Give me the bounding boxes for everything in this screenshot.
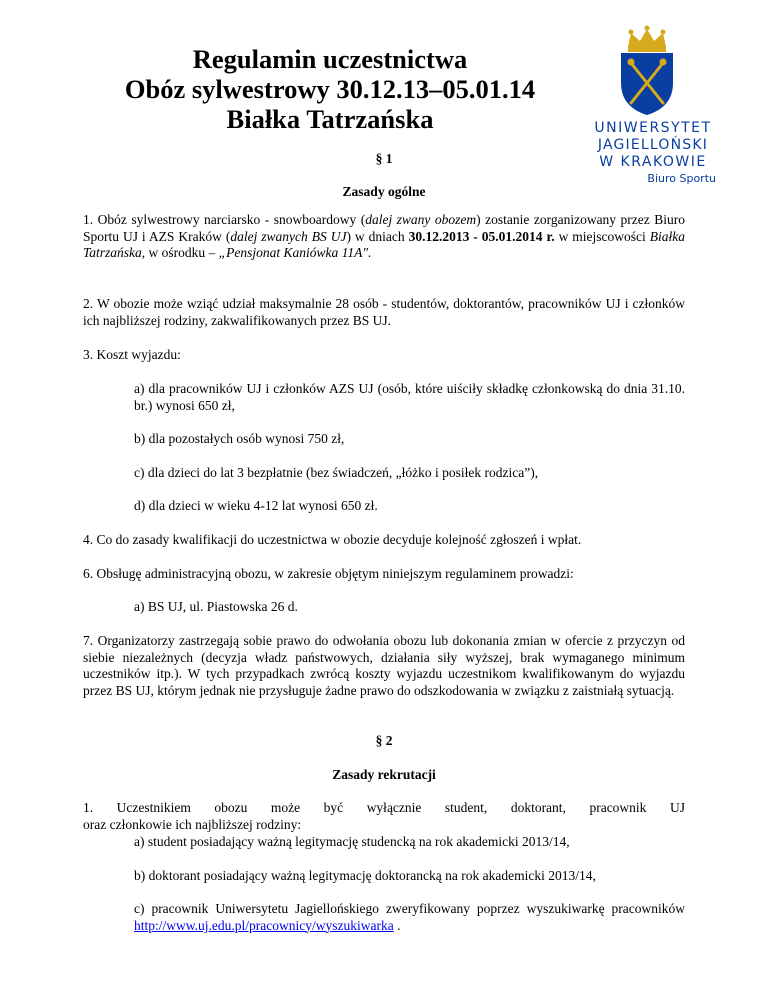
p1-text-c: ) zostanie zorganizowany przez Biuro Sportu UJ i AZS Kraków ( — [83, 212, 685, 244]
s1-paragraph-4: 4. Co do zasady kwalifikacji do uczestnictwa w obozie decyduje kolejność zgłoszeń i wpłat. — [83, 532, 582, 547]
p1-text-g: w miejscowości — [554, 228, 650, 244]
p1-text-i: , w ośrodku – — [141, 245, 219, 261]
s2-paragraph-1-line-2: oraz członkowie ich najbliższej rodziny: — [83, 816, 302, 832]
p1-dates: 30.12.2013 - 05.01.2014 r. — [408, 228, 555, 244]
word: doktorant, — [510, 800, 566, 815]
logo-line-1: UNIWERSYTET — [594, 120, 712, 136]
word: być — [323, 800, 344, 815]
logo-line-4: Biuro Sportu — [647, 172, 716, 185]
section-2-heading: Zasady rekrutacji — [332, 767, 436, 782]
recruit-item-c — [134, 901, 685, 934]
recruit-item-c-end: . — [393, 917, 401, 933]
s2-paragraph-1 — [83, 800, 685, 833]
title-line-3: Białka Tatrzańska — [226, 104, 434, 134]
recruit-item-c-text: c) pracownik Uniwersytetu Jagiellońskiego zweryfikowany poprzez wyszukiwarkę pracowników — [134, 901, 685, 916]
crown-icon — [628, 26, 666, 53]
recruit-item-b: b) doktorant posiadający ważną legitymację doktorancką na rok akademicki 2013/14, — [134, 868, 596, 883]
s2-paragraph-1-line-1 — [83, 800, 685, 817]
logo-line-3: W KRAKOWIE — [599, 154, 707, 170]
cost-item-b: b) dla pozostałych osób wynosi 750 zł, — [134, 431, 345, 446]
document-title — [80, 44, 580, 134]
section-1-sign: § 1 — [375, 151, 393, 166]
s1-paragraph-3: 3. Koszt wyjazdu: — [83, 347, 181, 362]
cost-item-d: d) dla dzieci w wieku 4-12 lat wynosi 650 zł. — [134, 498, 378, 513]
title-line-1: Regulamin uczestnictwa — [192, 44, 468, 74]
title-line-2: Obóz sylwestrowy 30.12.13–05.01.14 — [124, 74, 536, 104]
section-2-sign: § 2 — [375, 733, 393, 748]
s1-paragraph-2: 2. W obozie może wziąć udział maksymalnie 28 osób - studentów, doktorantów, pracowników UJ i członków ich najbliższej rodziny, zakwalifikowanych przez BS UJ. — [83, 296, 685, 328]
s1-paragraph-1 — [83, 212, 685, 262]
employee-search-link[interactable]: http://www.uj.edu.pl/pracownicy/wyszukiwarka — [134, 917, 394, 933]
s1-paragraph-7: 7. Organizatorzy zastrzegają sobie prawo do odwołania obozu lub dokonania zmian w ofercie z przyczyn od siebie niezależnych (decyzja władz państwowych, działania siły wyższej, brak wymaganego minimum uczestników itp.). W tych przypadkach zwrócą koszty wyjazdu uczestnikom kwalifikowanym do wyjazdu przez BS UJ, którym jednak nie przysługuje żadne prawo do odszkodowania w związku z zaistniałą sytuacją. — [83, 633, 685, 698]
word: może — [270, 800, 301, 815]
word: student, — [444, 800, 488, 815]
logo-line-2: JAGIELLOŃSKI — [597, 137, 709, 153]
word: Uczestnikiem — [116, 800, 191, 815]
cost-item-c: c) dla dzieci do lat 3 bezpłatnie (bez świadczeń, „łóżko i posiłek rodzica”), — [134, 465, 539, 480]
p1-text-e: ) w dniach — [346, 228, 409, 244]
p1-term-bsuj: dalej zwanych BS UJ — [230, 228, 347, 244]
recruit-item-a: a) student posiadający ważną legitymację studencką na rok akademicki 2013/14, — [134, 834, 570, 849]
word: 1. — [83, 800, 94, 815]
shield-icon — [621, 53, 673, 115]
p1-location: Białka Tatrzańska — [83, 228, 685, 261]
section-1-heading: Zasady ogólne — [342, 184, 426, 199]
p1-term-obozem: dalej zwany obozem — [365, 212, 477, 227]
word: pracownik — [589, 800, 647, 815]
word: obozu — [214, 800, 248, 815]
admin-item-a: a) BS UJ, ul. Piastowska 26 d. — [134, 599, 298, 614]
s1-paragraph-6: 6. Obsługę administracyjną obozu, w zakresie objętym niniejszym regulaminem prowadzi: — [83, 566, 574, 581]
p1-text-a: 1. Obóz sylwestrowy narciarsko - snowboardowy ( — [83, 212, 366, 227]
word: UJ — [669, 800, 685, 815]
word: wyłącznie — [366, 800, 422, 815]
p1-venue: „Pensjonat Kaniówka 11A". — [218, 245, 372, 261]
cost-item-a: a) dla pracowników UJ i członków AZS UJ (osób, które uiściły składkę członkowską do dnia 31.10. br.) wynosi 650 zł, — [134, 381, 685, 413]
